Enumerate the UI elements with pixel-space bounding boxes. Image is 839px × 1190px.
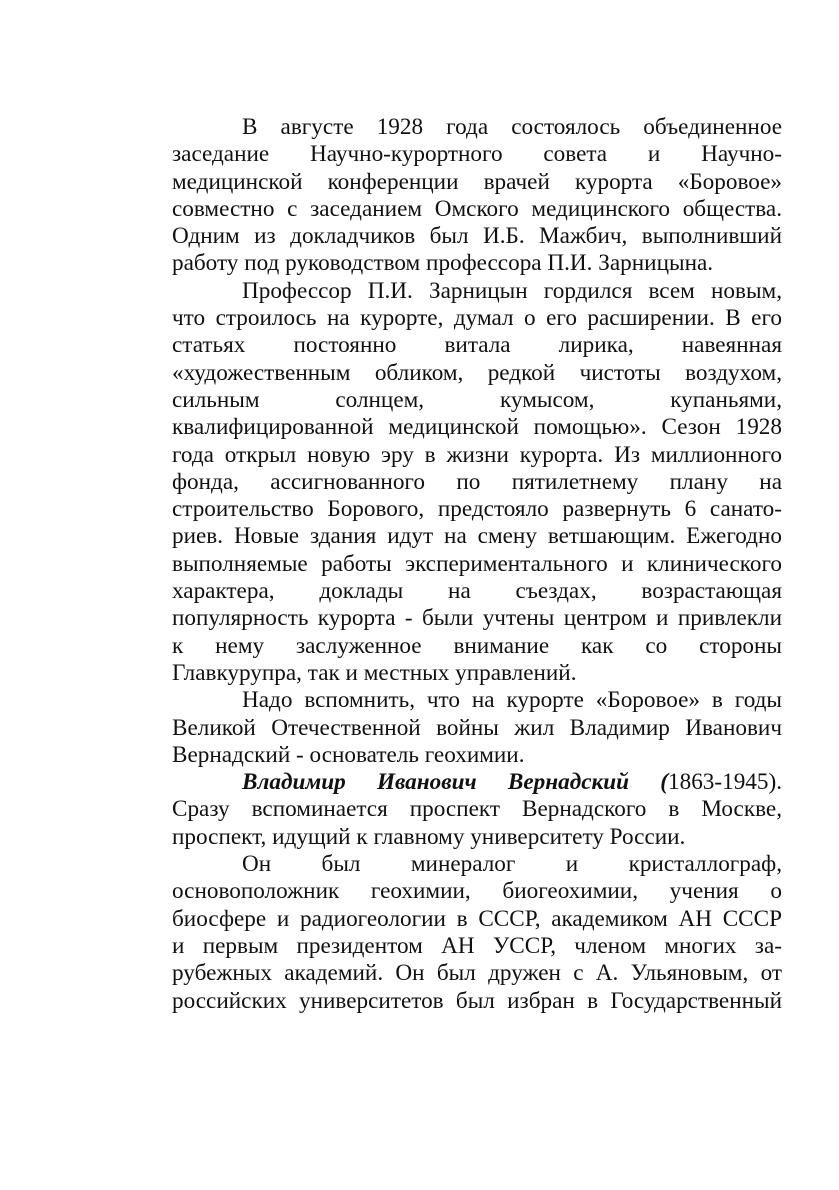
paren-group	[660, 769, 782, 795]
text-line: работу под руководством профессора П.И. Зарницына.	[172, 250, 714, 277]
text-line: Профессор П.И. Зарницын гордился всем новым,	[242, 277, 782, 304]
text-line: рубежных академий. Он был дружен с А. Ульяновым, от	[172, 960, 782, 987]
text-line: Сразу вспоминается проспект Вернадского в Москве,	[172, 796, 782, 823]
text-line: проспект, идущий к главному университету России.	[172, 823, 686, 850]
text-line: Главкурупра, так и местных управлений.	[172, 659, 577, 686]
text-line: Надо вспомнить, что на курорте «Боровое» в годы	[242, 687, 782, 714]
text-line: выполняемые работы экспериментального и клинического	[172, 550, 782, 577]
text-line: Одним из докладчиков был И.Б. Мажбич, выполнивший	[172, 223, 782, 250]
text-line: популярность курорта - были учтены центром и привлекли	[172, 605, 782, 632]
text-line: основоположник геохимии, биогеохимии, учения о	[172, 878, 782, 905]
text-line: Он был минералог и кристаллограф,	[242, 851, 782, 878]
text-line: заседание Научно-курортного совета и Научно-	[172, 141, 782, 168]
text-line: риев. Новые здания идут на смену ветшающим. Ежегодно	[172, 523, 782, 550]
text-line: квалифицированной медицинской помощью». Сезон 1928	[172, 414, 782, 441]
text-line: российских университетов был избран в Государственный	[172, 987, 782, 1014]
text-line: и первым президентом АН УССР, членом многих за-	[172, 932, 782, 959]
text-line: сильным солнцем, кумысом, купаньями,	[172, 386, 782, 413]
text-line: Вернадский - основатель геохимии.	[172, 741, 525, 768]
text-line: совместно с заседанием Омского медицинского общества.	[172, 195, 782, 222]
text-line: «художественным обликом, редкой чистоты воздухом,	[172, 359, 782, 386]
text-line: фонда, ассигнованного по пятилетнему плану на	[172, 468, 782, 495]
text-line: характера, доклады на съездах, возрастающая	[172, 578, 782, 605]
document-body	[172, 114, 782, 1015]
open-paren: (	[660, 769, 668, 796]
text-line: года открыл новую эру в жизни курорта. Из миллионного	[172, 441, 782, 468]
text-line: Великой Отечественной войны жил Владимир Иванович	[172, 714, 782, 741]
text-line: биосфере и радиогеологии в СССР, академиком АН СССР	[172, 905, 782, 932]
life-years: 1863-1945).	[668, 769, 782, 796]
text-line: что строилось на курорте, думал о его расширении. В его	[172, 305, 782, 332]
person-name: Владимир Иванович Вернадский	[242, 769, 630, 796]
biography-heading	[172, 769, 782, 796]
text-line: к нему заслуженное внимание как со стороны	[172, 632, 782, 659]
text-line: строительство Борового, предстояло развернуть 6 санато-	[172, 496, 782, 523]
text-line: статьях постоянно витала лирика, навеянная	[172, 332, 782, 359]
text-line: медицинской конференции врачей курорта «Боровое»	[172, 168, 782, 195]
text-line: В августе 1928 года состоялось объединенное	[242, 114, 782, 140]
